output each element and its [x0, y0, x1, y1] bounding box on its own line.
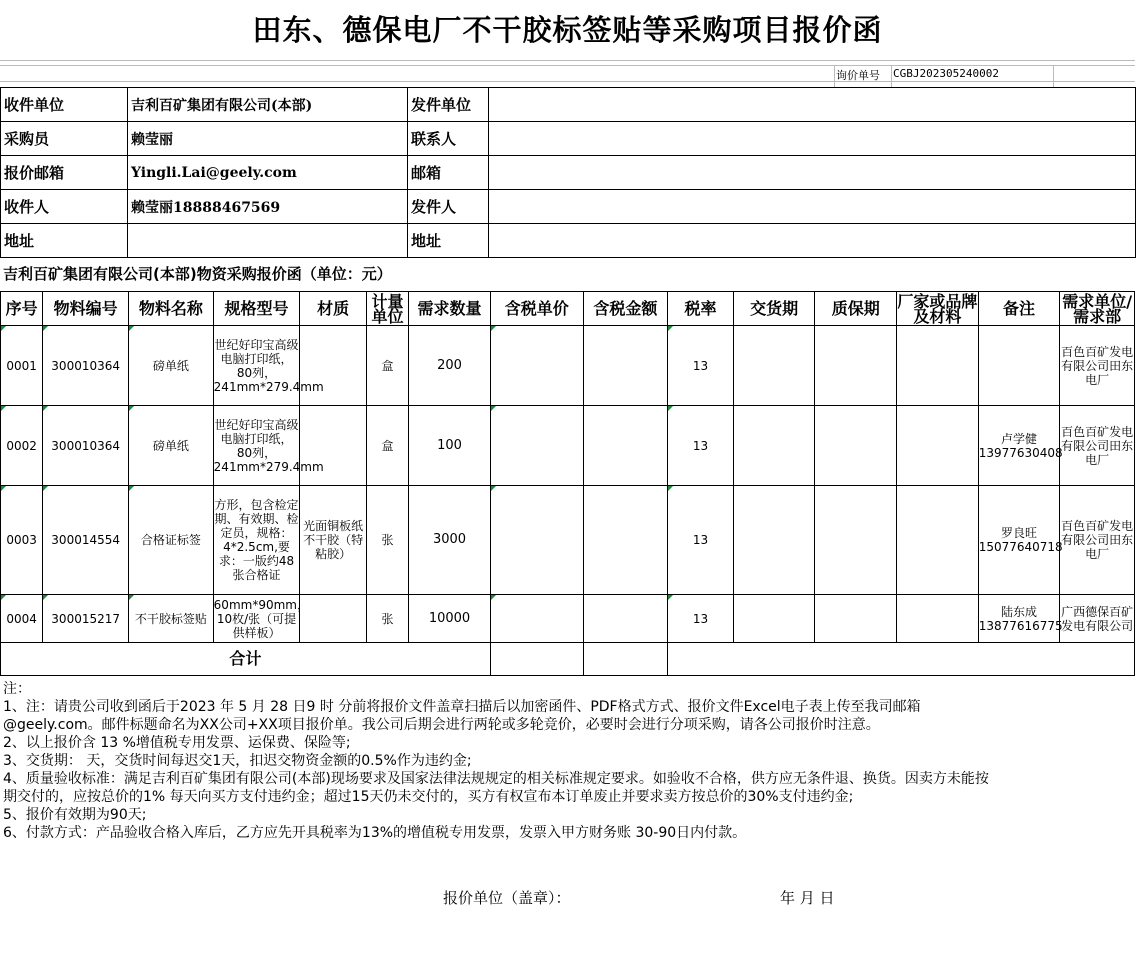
cell-price[interactable]: [490, 595, 583, 643]
cell-material: [300, 406, 367, 486]
cell-marker: [491, 595, 496, 600]
inquiry-number-label: 询价单号: [836, 69, 880, 82]
sheet-gridline: [834, 65, 835, 87]
info-label: 发件人: [408, 190, 489, 224]
cell-seq: 0002: [1, 406, 43, 486]
cell-seq: 0004: [1, 595, 43, 643]
cell-warranty[interactable]: [815, 595, 897, 643]
cell-tax: 13: [668, 595, 734, 643]
cell-delivery[interactable]: [733, 326, 815, 406]
total-price-cell: [490, 643, 583, 676]
col-header: 税率: [668, 292, 734, 326]
cell-amount[interactable]: [583, 595, 668, 643]
info-label: 收件人: [1, 190, 128, 224]
info-value: [489, 88, 1136, 122]
cell-dept: 百色百矿发电有限公司田东电厂: [1060, 326, 1135, 406]
info-row: [1, 156, 1136, 190]
cell-code: 300010364: [43, 406, 129, 486]
col-header: 规格型号: [213, 292, 300, 326]
cell-code: 300010364: [43, 326, 129, 406]
cell-material: 光面铜板纸不干胶（特粘胶）: [300, 486, 367, 595]
total-label: 合计: [1, 643, 491, 676]
note-line: @geely.com。邮件标题命名为XX公司+XX项目报价单。我公司后期会进行两轮或多轮竞价，必要时会进行分项采购，请各公司报价时注意。: [3, 717, 880, 733]
cell-price[interactable]: [490, 486, 583, 595]
cell-spec: 方形，包含检定期、有效期、检定员，规格：4*2.5cm,要求：一版约48张合格证: [213, 486, 300, 595]
col-header: 序号: [1, 292, 43, 326]
cell-name: 合格证标签: [129, 486, 214, 595]
table-row: [1, 326, 1135, 406]
cell-name: 磅单纸: [129, 326, 214, 406]
cell-marker: [491, 326, 496, 331]
cell-price[interactable]: [490, 326, 583, 406]
cell-qty: 200: [409, 326, 491, 406]
cell-spec: 60mm*90mm，10枚/张（可提供样板）: [213, 595, 300, 643]
inquiry-number-value: CGBJ202305240002: [893, 67, 999, 80]
cell-marker: [1, 326, 6, 331]
table-row: [1, 406, 1135, 486]
cell-delivery[interactable]: [733, 406, 815, 486]
info-row: [1, 88, 1136, 122]
cell-remark: [978, 326, 1060, 406]
cell-code: 300015217: [43, 595, 129, 643]
info-label: 地址: [408, 224, 489, 258]
info-value: [489, 190, 1136, 224]
cell-spec: 世纪好印宝高级电脑打印纸，80列，241mm*279.4mm: [213, 406, 300, 486]
page-title: 田东、德保电厂不干胶标签贴等采购项目报价函: [0, 0, 1135, 61]
cell-delivery[interactable]: [733, 595, 815, 643]
signature-unit-label: 报价单位（盖章）：: [443, 889, 571, 907]
cell-tax: 13: [668, 406, 734, 486]
total-row: [1, 643, 1135, 676]
info-value: [489, 122, 1136, 156]
cell-marker: [43, 595, 48, 600]
cell-material: [300, 326, 367, 406]
info-value: 赖莹丽18888467569: [128, 190, 408, 224]
cell-tax: 13: [668, 486, 734, 595]
cell-marker: [43, 326, 48, 331]
info-row: [1, 224, 1136, 258]
info-table: [0, 87, 1136, 258]
signature-date-label: 年 月 日: [780, 889, 835, 907]
cell-brand[interactable]: [897, 326, 979, 406]
cell-name: 磅单纸: [129, 406, 214, 486]
total-amount-cell[interactable]: [583, 643, 668, 676]
note-line: 5、报价有效期为90天;: [3, 807, 147, 823]
cell-unit: 盒: [366, 326, 408, 406]
cell-delivery[interactable]: [733, 486, 815, 595]
sheet-gridline: [891, 65, 892, 87]
info-label: 采购员: [1, 122, 128, 156]
sheet-gridline: [0, 65, 1135, 66]
table-row: [1, 486, 1135, 595]
cell-brand[interactable]: [897, 595, 979, 643]
cell-remark: 罗良旺15077640718: [978, 486, 1060, 595]
note-line: 4、质量验收标准：满足吉利百矿集团有限公司(本部)现场要求及国家法律法规规定的相关标准规定要求。如验收不合格，供方应无条件退、换货。因卖方未能按: [3, 771, 989, 787]
col-header: 质保期: [815, 292, 897, 326]
header-row: [1, 292, 1135, 326]
info-label: 报价邮箱: [1, 156, 128, 190]
cell-marker: [43, 486, 48, 491]
info-value: [489, 224, 1136, 258]
col-header: 交货期: [733, 292, 815, 326]
cell-warranty[interactable]: [815, 486, 897, 595]
note-line: 1、注：请贵公司收到函后于2023 年 5 月 28 日9 时 分前将报价文件盖章扫描后以加密函件、PDF格式方式、报价文件Excel电子表上传至我司邮箱: [3, 699, 921, 715]
cell-brand[interactable]: [897, 486, 979, 595]
info-row: [1, 122, 1136, 156]
cell-qty: 100: [409, 406, 491, 486]
note-line: 6、付款方式：产品验收合格入库后，乙方应先开具税率为13%的增值税专用发票，发票入甲方财务账 30-90日内付款。: [3, 825, 747, 841]
col-header: 含税单价: [490, 292, 583, 326]
cell-marker: [491, 486, 496, 491]
note-line: 3、交货期： 天，交货时间每迟交1天，扣迟交物资金额的0.5%作为违约金;: [3, 753, 472, 769]
sheet-gridline: [0, 81, 1135, 82]
cell-price[interactable]: [490, 406, 583, 486]
cell-brand[interactable]: [897, 406, 979, 486]
cell-marker: [1, 486, 6, 491]
note-line: 2、以上报价含 13 %增值税专用发票、运保费、保险等;: [3, 735, 351, 751]
cell-remark: 陆东成13877616775: [978, 595, 1060, 643]
cell-amount[interactable]: [583, 406, 668, 486]
sheet-gridline: [1053, 65, 1054, 87]
cell-dept: 百色百矿发电有限公司田东电厂: [1060, 486, 1135, 595]
table-subtitle: 吉利百矿集团有限公司(本部)物资采购报价函（单位：元）: [3, 265, 392, 283]
cell-spec: 世纪好印宝高级电脑打印纸，80列，241mm*279.4mm: [213, 326, 300, 406]
cell-marker: [129, 486, 134, 491]
cell-marker: [668, 486, 673, 491]
info-value: 赖莹丽: [128, 122, 408, 156]
note-line: 期交付的，应按总价的1% 每天向买方支付违约金；超过15天仍未交付的，买方有权宣布本订单废止并要求卖方按总价的30%支付违约金;: [3, 789, 854, 805]
col-header: 备注: [978, 292, 1060, 326]
info-label: 联系人: [408, 122, 489, 156]
cell-marker: [668, 406, 673, 411]
cell-warranty[interactable]: [815, 326, 897, 406]
cell-marker: [668, 595, 673, 600]
info-label: 发件单位: [408, 88, 489, 122]
cell-unit: 张: [366, 595, 408, 643]
info-value: [489, 156, 1136, 190]
col-header: 需求数量: [409, 292, 491, 326]
cell-dept: 百色百矿发电有限公司田东电厂: [1060, 406, 1135, 486]
col-header: 物料编号: [43, 292, 129, 326]
cell-qty: 10000: [409, 595, 491, 643]
cell-warranty[interactable]: [815, 406, 897, 486]
col-header: 计量单位: [366, 292, 408, 326]
cell-seq: 0003: [1, 486, 43, 595]
col-header: 厂家或品牌及材料: [897, 291, 978, 326]
cell-seq: 0001: [1, 326, 43, 406]
info-value: [128, 224, 408, 258]
cell-marker: [668, 326, 673, 331]
cell-marker: [1, 406, 6, 411]
sheet-gridline: [0, 60, 1135, 61]
cell-marker: [129, 406, 134, 411]
col-header: 物料名称: [129, 292, 214, 326]
cell-name: 不干胶标签贴: [129, 595, 214, 643]
total-rest-cell: [668, 643, 1135, 676]
col-header: 材质: [300, 292, 367, 326]
note-line: 注：: [3, 681, 31, 697]
cell-tax: 13: [668, 326, 734, 406]
info-label: 收件单位: [1, 88, 128, 122]
cell-unit: 张: [366, 486, 408, 595]
info-value: 吉利百矿集团有限公司(本部): [128, 88, 408, 122]
info-value: Yingli.Lai@geely.com: [128, 156, 408, 190]
col-header: 需求单位/需求部: [1060, 292, 1135, 326]
cell-marker: [129, 326, 134, 331]
info-label: 地址: [1, 224, 128, 258]
info-label: 邮箱: [408, 156, 489, 190]
col-header: 含税金额: [583, 292, 668, 326]
cell-marker: [129, 595, 134, 600]
cell-qty: 3000: [409, 486, 491, 595]
table-row: [1, 595, 1135, 643]
quote-table: [0, 291, 1135, 676]
cell-amount[interactable]: [583, 486, 668, 595]
notes-section: [3, 680, 1133, 842]
cell-marker: [491, 406, 496, 411]
cell-marker: [43, 406, 48, 411]
cell-remark: 卢学健13977630408: [978, 406, 1060, 486]
cell-code: 300014554: [43, 486, 129, 595]
cell-marker: [1, 595, 6, 600]
cell-amount[interactable]: [583, 326, 668, 406]
cell-unit: 盒: [366, 406, 408, 486]
info-row: [1, 190, 1136, 224]
cell-dept: 广西德保百矿发电有限公司: [1060, 595, 1135, 643]
cell-material: [300, 595, 367, 643]
